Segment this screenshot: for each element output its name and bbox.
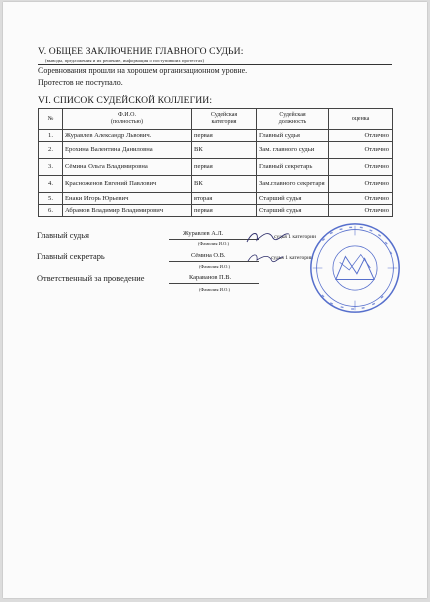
row-num: 1. xyxy=(39,130,63,142)
signature-hint: (Фамилия И.О.) xyxy=(199,287,231,292)
section5-rule xyxy=(38,64,392,65)
table-row xyxy=(39,159,393,176)
table-row xyxy=(39,142,393,159)
signature-hint: (Фамилия И.О.) xyxy=(199,264,231,269)
row-role: Зам. главного судьи xyxy=(257,142,329,159)
table-row xyxy=(39,130,393,142)
row-grade: Отлично xyxy=(329,159,393,176)
organization-stamp xyxy=(307,220,403,316)
signature-name-chief-secretary: Сёмина О.В. xyxy=(191,252,226,259)
judges-table-header xyxy=(39,109,393,130)
section5-line2: Протестов не поступало. xyxy=(38,78,123,87)
signature-hint: (Фамилия И.О.) xyxy=(198,241,230,246)
row-grade: Отлично xyxy=(329,130,393,142)
signature-label-chief-judge: Главный судья xyxy=(37,231,89,240)
row-role: Старший судья xyxy=(257,193,329,205)
row-role: Главный секретарь xyxy=(257,159,329,176)
signature-category: судья 1 категории xyxy=(271,255,314,261)
table-row xyxy=(39,205,393,217)
row-category: ВК xyxy=(192,176,257,193)
row-role: Старший судья xyxy=(257,205,329,217)
section5-subtitle: (выводы, предложения и их решение, информация о поступивших протестах) xyxy=(45,58,205,63)
header-category xyxy=(192,109,257,130)
row-category: вторая xyxy=(192,193,257,205)
header-role-text: Судейская должность xyxy=(278,112,307,125)
row-category: первая xyxy=(192,159,257,176)
row-num: 4. xyxy=(39,176,63,193)
section5-title: V. ОБЩЕЕ ЗАКЛЮЧЕНИЕ ГЛАВНОГО СУДЬИ: xyxy=(38,46,244,57)
header-num: № xyxy=(39,109,63,130)
row-category: первая xyxy=(192,130,257,142)
row-name: Абрамов Владимир Владимирович xyxy=(63,205,192,217)
header-name xyxy=(63,109,192,130)
row-grade: Отлично xyxy=(329,193,393,205)
table-row xyxy=(39,176,393,193)
signature-category: судья 1 категории xyxy=(274,234,317,240)
signature-line xyxy=(169,283,259,284)
table-row xyxy=(39,193,393,205)
row-grade: Отлично xyxy=(329,176,393,193)
row-num: 2. xyxy=(39,142,63,159)
header-grade: оценка xyxy=(329,109,393,130)
section5-line1: Соревнования прошли на хорошем организационном уровне. xyxy=(38,66,248,75)
signature-label-chief-secretary: Главный секретарь xyxy=(37,252,105,261)
row-num: 6. xyxy=(39,205,63,217)
row-name: Ерохина Валентина Даниловна xyxy=(63,142,192,159)
row-name: Енаки Игорь Юрьевич xyxy=(63,193,192,205)
signature-label-responsible: Ответственный за проведение xyxy=(37,274,145,283)
row-role: Зам.главного секретаря xyxy=(257,176,329,193)
signature-name-chief-judge: Журавлев А.Л. xyxy=(183,230,224,237)
judges-table xyxy=(38,108,393,217)
row-num: 3. xyxy=(39,159,63,176)
row-grade: Отлично xyxy=(329,205,393,217)
row-name: Красноженов Евгений Павлович xyxy=(63,176,192,193)
row-role: Главный судья xyxy=(257,130,329,142)
header-category-text: Судейская категория xyxy=(210,112,238,125)
row-name: Журавлев Александр Львович. xyxy=(63,130,192,142)
signature-name-responsible: Караванов П.В. xyxy=(189,274,232,281)
header-role xyxy=(257,109,329,130)
row-num: 5. xyxy=(39,193,63,205)
handwritten-signature xyxy=(245,250,285,266)
section6-title: VI. СПИСОК СУДЕЙСКОЙ КОЛЛЕГИИ: xyxy=(38,95,213,106)
row-category: ВК xyxy=(192,142,257,159)
handwritten-signature xyxy=(243,226,293,248)
header-name-text: Ф.И.О. (полностью) xyxy=(111,112,143,125)
row-name: Сёмина Ольга Владимировна xyxy=(63,159,192,176)
row-category: первая xyxy=(192,205,257,217)
row-grade: Отлично xyxy=(329,142,393,159)
document-page xyxy=(3,2,427,598)
